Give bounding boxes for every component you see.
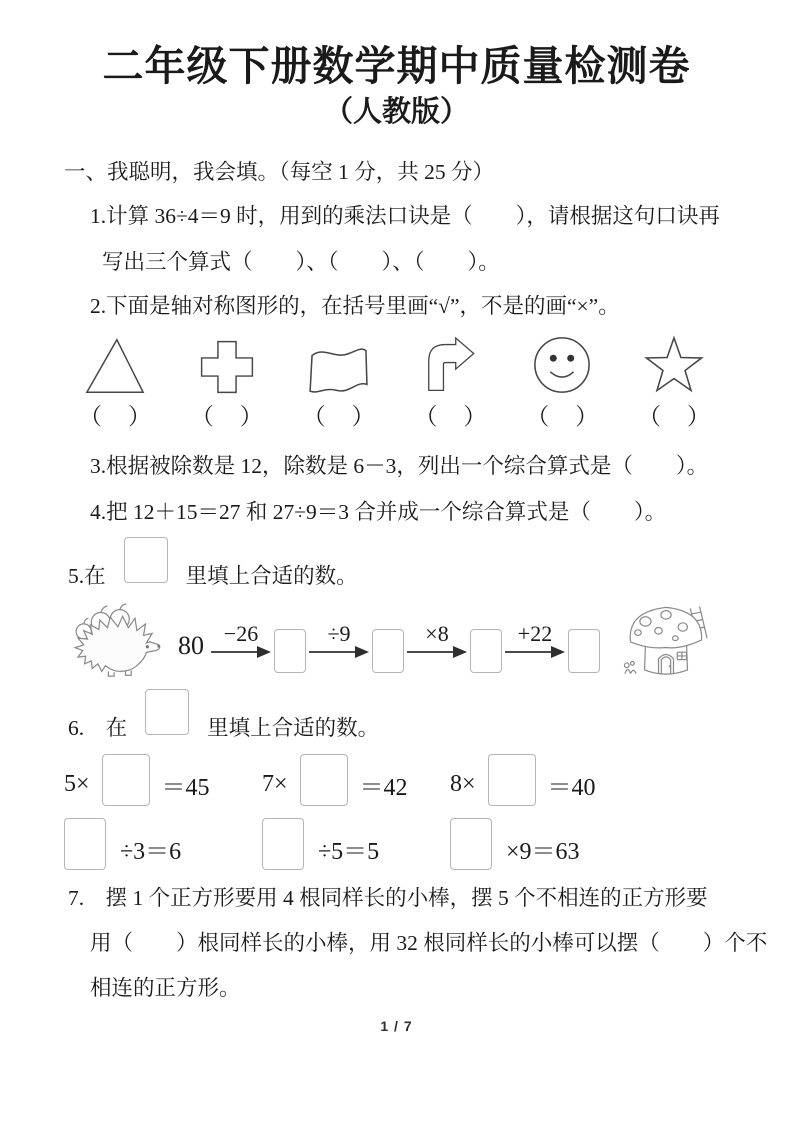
- symmetry-shapes-row: [0, 330, 793, 396]
- paren-blank: （ ）: [190, 404, 263, 429]
- fill-box: [372, 629, 404, 673]
- fill-box: [262, 818, 304, 870]
- question-1-line-2: 写出三个算式（ ）、（ ）、（ ）。: [102, 250, 500, 274]
- question-6-suffix: 里填上合适的数。: [207, 715, 380, 740]
- question-1-line-1: 1.计算 36÷4＝9 时，用到的乘法口诀是（ ），请根据这句口诀再: [90, 204, 720, 228]
- equation-8x-40: 8× ＝40: [450, 758, 793, 810]
- equation-7x-42: 7× ＝42: [262, 758, 450, 810]
- mushroom-house-clipart: [618, 599, 714, 683]
- wavy-flag-icon: [304, 344, 374, 396]
- number-chain-diagram: [0, 602, 793, 680]
- hedgehog-clipart: [60, 603, 172, 679]
- question-6-prefix: 6. 在: [68, 715, 128, 740]
- question-4-text: 4.把 12＋15＝27 和 27÷9＝3 合并成一个综合算式是（ ）。: [90, 500, 667, 524]
- smiley-face-icon: [527, 334, 597, 396]
- fill-box: [145, 689, 189, 735]
- question-5-suffix: 里填上合适的数。: [185, 563, 358, 588]
- question-7-line-1: 7. 摆 1 个正方形要用 4 根同样长的小棒，摆 5 个不相连的正方形要: [68, 886, 708, 910]
- equation-div5-5: ÷5＝5: [262, 818, 450, 870]
- right-arrow-icon: [407, 645, 467, 659]
- paren-blank: （ ）: [637, 404, 710, 429]
- fill-box: [102, 754, 150, 806]
- fill-box: [124, 537, 168, 583]
- page-subtitle: （人教版）: [323, 96, 469, 128]
- fill-box: [450, 818, 492, 870]
- right-arrow-icon: [505, 645, 565, 659]
- fill-box: [64, 818, 106, 870]
- fill-box: [470, 629, 502, 673]
- answer-parentheses-row: [0, 404, 793, 432]
- paren-blank: （ ）: [526, 404, 599, 429]
- chain-op-divide-9: ÷9: [307, 623, 371, 659]
- equation-5x-45: 5× ＝45: [64, 758, 262, 810]
- fill-box: [488, 754, 536, 806]
- right-arrow-icon: [211, 645, 271, 659]
- paren-blank: （ ）: [79, 404, 151, 429]
- question-6-equations-row-2: [0, 818, 793, 870]
- equation-x9-63: ×9＝63: [450, 818, 793, 870]
- fill-box: [274, 629, 306, 673]
- question-5-prefix: 5.在: [68, 563, 106, 588]
- equation-div3-6: ÷3＝6: [64, 818, 262, 870]
- question-5-heading: [0, 550, 793, 598]
- question-6-equations-row-1: [0, 758, 793, 810]
- question-3-text: 3.根据被除数是 12，除数是 6－3，列出一个综合算式是（ ）。: [90, 454, 709, 478]
- chain-op-times-8: ×8: [405, 623, 469, 659]
- question-6-heading: [0, 702, 793, 750]
- section-1-heading: 一、我聪明，我会填。（每空 1 分，共 25 分）: [64, 160, 495, 184]
- question-7-line-3: 相连的正方形。: [90, 976, 241, 1000]
- fill-box: [300, 754, 348, 806]
- page-number-indicator: 1 / 7: [380, 1018, 413, 1034]
- question-2-text: 2.下面是轴对称图形的，在括号里画“√”，不是的画“×”。: [90, 294, 620, 318]
- paren-blank: （ ）: [414, 404, 487, 429]
- right-arrow-icon: [309, 645, 369, 659]
- paren-blank: （ ）: [302, 404, 375, 429]
- five-pointed-star-icon: [639, 334, 709, 396]
- page-title: 二年级下册数学期中质量检测卷: [102, 43, 691, 89]
- fill-box: [568, 629, 600, 673]
- question-7-line-2: 用（ ）根同样长的小棒，用 32 根同样长的小棒可以摆（ ）个不: [90, 931, 768, 955]
- plus-cross-icon: [192, 338, 262, 396]
- triangle-icon: [80, 336, 150, 396]
- chain-op-plus-22: +22: [503, 623, 567, 659]
- turn-right-arrow-icon: [415, 334, 485, 396]
- chain-start-value: 80: [178, 631, 204, 660]
- chain-op-minus-26: −26: [209, 623, 273, 659]
